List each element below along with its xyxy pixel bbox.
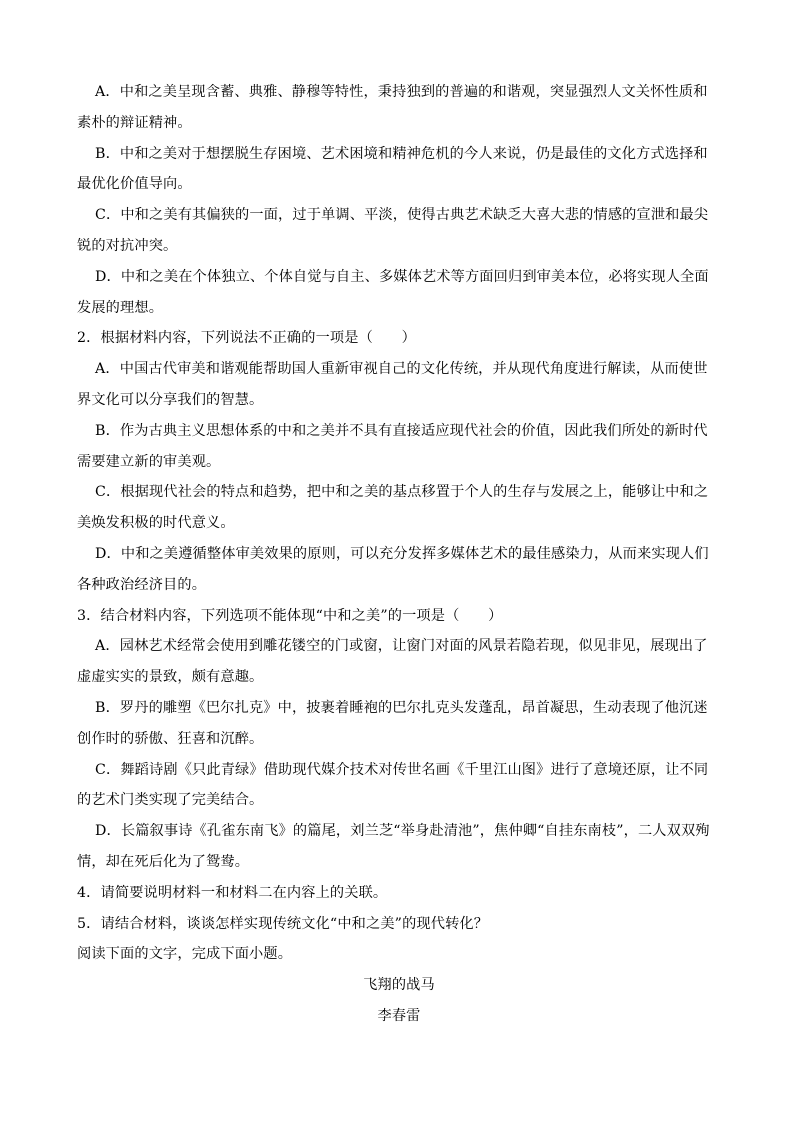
q2-option-a-line-2: 界文化可以分享我们的智慧。 — [77, 391, 264, 408]
document-content — [77, 77, 721, 1032]
q2-option-c-line-1: C．根据现代社会的特点和趋势，把中和之美的基点移置于个人的生存与发展之上，能够让中和之 — [95, 484, 709, 501]
q1-option-a-line-2: 素朴的辩证精神。 — [77, 114, 192, 131]
q3-option-c-line-1: C．舞蹈诗剧《只此青绿》借助现代媒介技术对传世名画《千里江山图》进行了意境还原，让不同 — [95, 761, 709, 778]
q1-option-d — [77, 262, 721, 324]
q1-option-d-line-2: 发展的理想。 — [77, 299, 164, 316]
q2-option-b — [77, 416, 721, 478]
q3-option-d-line-2: 情，却在死后化为了鸳鸯。 — [77, 853, 250, 870]
q3-option-d-line-1: D．长篇叙事诗《孔雀东南飞》的篇尾，刘兰芝“举身赴清池”，焦仲卿“自挂东南枝”，二人双双殉 — [95, 823, 710, 840]
q2-option-c — [77, 477, 721, 539]
q2-option-a — [77, 354, 721, 416]
q3-option-d — [77, 816, 721, 878]
q3-option-a — [77, 631, 721, 693]
q2-option-b-line-1: B．作为古典主义思想体系的中和之美并不具有直接适应现代社会的价值，因此我们所处的新时代 — [95, 422, 708, 439]
q5-stem: 5．请结合材料，谈谈怎样实现传统文化“中和之美”的现代转化？ — [77, 915, 489, 932]
q3-option-b-line-2: 创作时的骄傲、狂喜和沉醉。 — [77, 730, 264, 747]
q2-option-c-line-2: 美焕发积极的时代意义。 — [77, 515, 235, 532]
q1-option-c — [77, 200, 721, 262]
q2-option-d — [77, 539, 721, 601]
article-title: 飞翔的战马 — [363, 977, 435, 994]
q4-stem: 4．请简要说明材料一和材料二在内容上的关联。 — [77, 884, 388, 901]
q2-option-d-line-2: 各种政治经济目的。 — [77, 576, 207, 593]
q1-option-a-line-1: A．中和之美呈现含蓄、典雅、静穆等特性，秉持独到的普遍的和谐观，突显强烈人文关怀性质和 — [95, 84, 708, 100]
q3-option-b — [77, 693, 721, 755]
q1-option-a — [77, 77, 721, 139]
reading-instruction: 阅读下面的文字，完成下面小题。 — [77, 946, 293, 963]
q2-option-a-line-1: A．中国古代审美和谐观能帮助国人重新审视自己的文化传统，并从现代角度进行解读，从而使世 — [95, 361, 708, 378]
q3-stem: 3．结合材料内容，下列选项不能体现“中和之美”的一项是（ ） — [77, 607, 503, 624]
q1-option-c-line-1: C．中和之美有其偏狭的一面，过于单调、平淡，使得古典艺术缺乏大喜大悲的情感的宣泄和最尖 — [95, 207, 709, 224]
q3-option-b-line-1: B．罗丹的雕塑《巴尔扎克》中，披裹着睡袍的巴尔扎克头发蓬乱，昂首凝思，生动表现了他沉迷 — [95, 699, 708, 716]
q1-option-c-line-2: 锐的对抗冲突。 — [77, 237, 178, 254]
q1-option-b — [77, 139, 721, 201]
article-author: 李春雷 — [377, 1007, 421, 1024]
q1-option-d-line-1: D．中和之美在个体独立、个体自觉与自主、多媒体艺术等方面回归到审美本位，必将实现人全面 — [95, 268, 709, 285]
q3-option-a-line-1: A．园林艺术经常会使用到雕花镂空的门或窗，让窗门对面的风景若隐若现，似见非见，展现出了 — [95, 638, 708, 655]
q3-option-a-line-2: 虚虚实实的景致，颇有意趣。 — [77, 669, 264, 686]
q1-option-b-line-2: 最优化价值导向。 — [77, 176, 192, 193]
q1-option-b-line-1: B．中和之美对于想摆脱生存困境、艺术困境和精神危机的今人来说，仍是最佳的文化方式选择和 — [95, 145, 708, 162]
q2-option-b-line-2: 需要建立新的审美观。 — [77, 453, 221, 470]
q3-option-c-line-2: 的艺术门类实现了完美结合。 — [77, 792, 264, 809]
q3-option-c — [77, 755, 721, 817]
q2-option-d-line-1: D．中和之美遵循整体审美效果的原则，可以充分发挥多媒体艺术的最佳感染力，从而来实现人们 — [95, 545, 709, 562]
q2-stem: 2．根据材料内容，下列说法不正确的一项是（ ） — [77, 330, 416, 347]
